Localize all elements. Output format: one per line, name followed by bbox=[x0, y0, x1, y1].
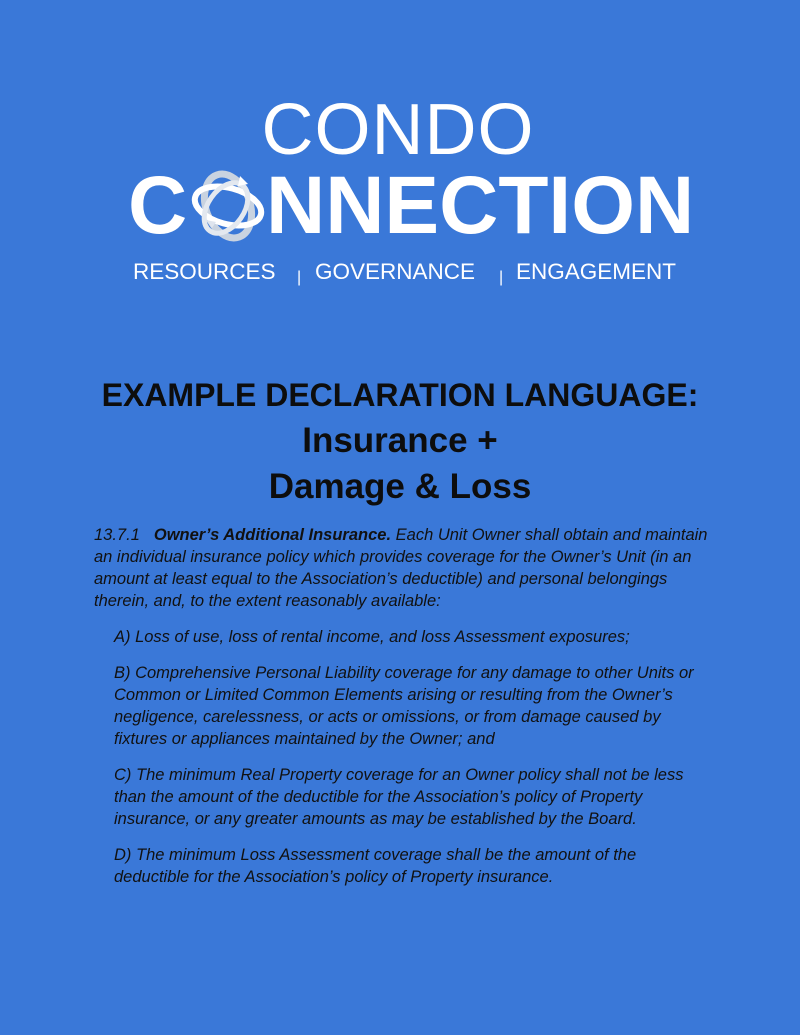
tagline-engagement: ENGAGEMENT bbox=[516, 259, 677, 284]
logo-word-condo: CONDO bbox=[261, 90, 535, 170]
interlocking-rings-icon bbox=[188, 168, 268, 244]
clause-item-a: A) Loss of use, loss of rental income, and loss Assessment exposures; bbox=[114, 628, 630, 646]
clause-item-c: C) The minimum Real Property coverage for an Owner policy shall not be less than the amount of the deductible for the Association’s policy of Property insurance, or any greater amounts as may be established by the Board. bbox=[114, 766, 684, 828]
logo-letters-nnection: NNECTION bbox=[266, 160, 695, 251]
clause-heading: Owner’s Additional Insurance. bbox=[153, 526, 392, 544]
tagline-separator: | bbox=[499, 269, 504, 286]
clause-text: Each Unit Owner shall obtain and maintain an individual insurance policy which provides coverage for the Owner’s Unit (in an amount at least equal to the Association’s deductible) and personal belongings therein, and, to the extent reasonably available: bbox=[94, 526, 708, 610]
clause-number: 13.7.1 bbox=[94, 526, 140, 544]
title-line-1: EXAMPLE DECLARATION LANGUAGE: bbox=[101, 377, 699, 413]
title-line-3: Damage & Loss bbox=[268, 467, 532, 506]
tagline-governance: GOVERNANCE bbox=[315, 259, 476, 284]
logo-letter-c: C bbox=[128, 160, 188, 251]
clause-items bbox=[94, 626, 714, 888]
tagline-resources: RESOURCES bbox=[133, 259, 276, 284]
condo-connection-logo bbox=[0, 90, 800, 251]
logo-tagline bbox=[133, 258, 693, 286]
clause-paragraph bbox=[94, 524, 714, 612]
logo-word-connection bbox=[0, 160, 800, 251]
clause-item-d: D) The minimum Loss Assessment coverage shall be the amount of the deductible for the Association’s policy of Property insurance. bbox=[114, 846, 637, 886]
clause-body bbox=[94, 524, 714, 902]
title-line-2: Insurance + bbox=[302, 421, 498, 460]
page-title bbox=[0, 372, 800, 510]
tagline-separator: | bbox=[297, 269, 302, 286]
clause-item-b: B) Comprehensive Personal Liability coverage for any damage to other Units or Common or Limited Common Elements arising or resulting from the Owner’s negligence, carelessness, or acts or omissions, or from damage caused by fixtures or appliances maintained by the Owner; and bbox=[114, 664, 694, 748]
